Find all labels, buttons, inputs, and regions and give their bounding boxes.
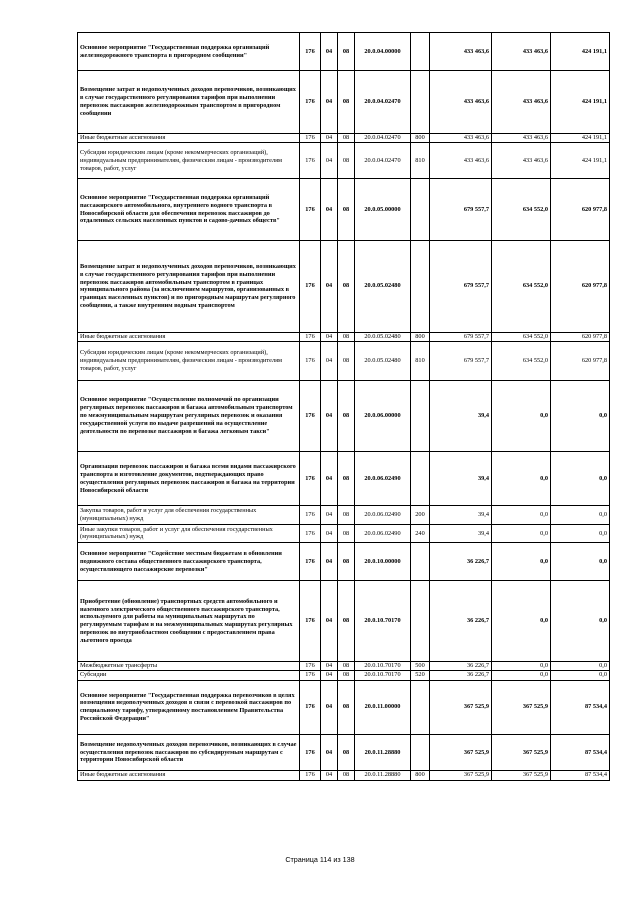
section-code-cell: 04 [321, 452, 338, 506]
item-name-cell: Основное мероприятие "Государственная поддержка организаций пассажирского автомобильного, внутреннего водного транспорта в Новосибирской области для обеспечения перевозок пассажиров до отдаленных сельских населенных пунктов и садово-дачных обществ" [78, 179, 300, 240]
target-article-cell: 20.0.11.00000 [355, 680, 411, 734]
amount-year-2-cell: 634 552,0 [492, 240, 551, 332]
item-name-cell: Основное мероприятие "Осуществление полномочий по организации регулярных перевозок пассажиров и багажа автомобильным транспортом по межмуниципальным маршрутам регулярных перевозок и оказания государственной услуги по выдаче разрешений на осуществление деятельности по перевозке пассажиров и багажа легковым такси" [78, 380, 300, 451]
target-article-cell: 20.0.10.70170 [355, 661, 411, 670]
expense-type-cell [411, 543, 430, 581]
amount-year-1-cell: 367 525,9 [430, 680, 492, 734]
amount-year-3-cell: 620 977,8 [551, 240, 610, 332]
ministry-code-cell: 176 [300, 143, 321, 179]
item-name-cell: Основное мероприятие "Государственная поддержка организаций железнодорожного транспорта в пригородном сообщении" [78, 33, 300, 71]
subsection-code-cell: 08 [338, 333, 355, 342]
amount-year-3-cell: 87 534,4 [551, 771, 610, 780]
amount-year-1-cell: 433 463,6 [430, 143, 492, 179]
amount-year-3-cell: 0,0 [551, 524, 610, 542]
amount-year-3-cell: 424 191,1 [551, 143, 610, 179]
amount-year-3-cell: 0,0 [551, 581, 610, 661]
page-footer: Страница 114 из 138 [285, 855, 355, 864]
item-name-cell: Возмещение затрат и недополученных доходов перевозчиков, возникающих в случае государственного регулирования тарифов при выполнении перевозок пассажиров автомобильным транспортом в границах муниципального района (за исключением маршрутов, организованных в границах населенных пунктов) и по пригородным маршрутам регулярного сообщения, а также внутренним водным транспортом [78, 240, 300, 332]
ministry-code-cell: 176 [300, 71, 321, 133]
subsection-code-cell: 08 [338, 581, 355, 661]
amount-year-1-cell: 39,4 [430, 506, 492, 524]
amount-year-3-cell: 424 191,1 [551, 71, 610, 133]
amount-year-1-cell: 36 226,7 [430, 661, 492, 670]
amount-year-3-cell: 620 977,8 [551, 342, 610, 380]
amount-year-2-cell: 634 552,0 [492, 179, 551, 240]
ministry-code-cell: 176 [300, 333, 321, 342]
section-code-cell: 04 [321, 333, 338, 342]
target-article-cell: 20.0.04.02470 [355, 143, 411, 179]
ministry-code-cell: 176 [300, 380, 321, 451]
section-code-cell: 04 [321, 380, 338, 451]
section-code-cell: 04 [321, 33, 338, 71]
amount-year-1-cell: 433 463,6 [430, 33, 492, 71]
expense-type-cell: 200 [411, 506, 430, 524]
target-article-cell: 20.0.06.02490 [355, 524, 411, 542]
amount-year-3-cell: 620 977,8 [551, 179, 610, 240]
table-row [78, 71, 610, 133]
amount-year-3-cell: 424 191,1 [551, 33, 610, 71]
target-article-cell: 20.0.10.00000 [355, 543, 411, 581]
item-name-cell: Закупка товаров, работ и услуг для обеспечения государственных (муниципальных) нужд [78, 506, 300, 524]
subsection-code-cell: 08 [338, 179, 355, 240]
amount-year-1-cell: 36 226,7 [430, 671, 492, 680]
amount-year-2-cell: 0,0 [492, 506, 551, 524]
target-article-cell: 20.0.05.00000 [355, 179, 411, 240]
section-code-cell: 04 [321, 734, 338, 770]
expense-type-cell [411, 452, 430, 506]
amount-year-2-cell: 433 463,6 [492, 133, 551, 142]
section-code-cell: 04 [321, 581, 338, 661]
amount-year-1-cell: 36 226,7 [430, 543, 492, 581]
subsection-code-cell: 08 [338, 133, 355, 142]
amount-year-1-cell: 433 463,6 [430, 71, 492, 133]
amount-year-3-cell: 0,0 [551, 380, 610, 451]
expense-type-cell [411, 179, 430, 240]
item-name-cell: Основное мероприятие "Содействие местным бюджетам в обновлении подвижного состава общественного пассажирского транспорта, осуществляющего пассажирские перевозки" [78, 543, 300, 581]
amount-year-3-cell: 424 191,1 [551, 133, 610, 142]
subsection-code-cell: 08 [338, 71, 355, 133]
item-name-cell: Субсидии юридическим лицам (кроме некоммерческих организаций), индивидуальным предпринимателям, физическим лицам - производителям товаров, работ, услуг [78, 342, 300, 380]
table-row [78, 671, 610, 680]
subsection-code-cell: 08 [338, 380, 355, 451]
target-article-cell: 20.0.04.02470 [355, 71, 411, 133]
target-article-cell: 20.0.06.02490 [355, 452, 411, 506]
section-code-cell: 04 [321, 543, 338, 581]
subsection-code-cell: 08 [338, 506, 355, 524]
expense-type-cell: 800 [411, 771, 430, 780]
ministry-code-cell: 176 [300, 680, 321, 734]
expense-type-cell: 500 [411, 661, 430, 670]
section-code-cell: 04 [321, 524, 338, 542]
table-row [78, 680, 610, 734]
amount-year-3-cell: 0,0 [551, 543, 610, 581]
section-code-cell: 04 [321, 661, 338, 670]
amount-year-3-cell: 0,0 [551, 506, 610, 524]
amount-year-2-cell: 0,0 [492, 671, 551, 680]
ministry-code-cell: 176 [300, 33, 321, 71]
amount-year-1-cell: 679 557,7 [430, 333, 492, 342]
section-code-cell: 04 [321, 771, 338, 780]
table-row [78, 143, 610, 179]
amount-year-1-cell: 39,4 [430, 452, 492, 506]
amount-year-2-cell: 0,0 [492, 452, 551, 506]
amount-year-2-cell: 433 463,6 [492, 143, 551, 179]
target-article-cell: 20.0.06.02490 [355, 506, 411, 524]
amount-year-3-cell: 87 534,4 [551, 680, 610, 734]
item-name-cell: Возмещение затрат и недополученных доходов перевозчиков, возникающих в случае государственного регулирования тарифов при выполнении перевозок пассажиров железнодорожным транспортом в пригородном сообщении [78, 71, 300, 133]
item-name-cell: Иные бюджетные ассигнования [78, 771, 300, 780]
subsection-code-cell: 08 [338, 33, 355, 71]
table-row [78, 133, 610, 142]
expense-type-cell: 800 [411, 133, 430, 142]
amount-year-3-cell: 87 534,4 [551, 734, 610, 770]
ministry-code-cell: 176 [300, 133, 321, 142]
budget-table [77, 32, 610, 781]
expense-type-cell: 810 [411, 143, 430, 179]
ministry-code-cell: 176 [300, 734, 321, 770]
amount-year-1-cell: 39,4 [430, 524, 492, 542]
ministry-code-cell: 176 [300, 771, 321, 780]
ministry-code-cell: 176 [300, 543, 321, 581]
item-name-cell: Основное мероприятие "Государственная поддержка перевозчиков в целях возмещения недополученных доходов в связи с перевозкой пассажиров по специальному тарифу, утвержденному постановлением Правительства Российской Федерации" [78, 680, 300, 734]
subsection-code-cell: 08 [338, 734, 355, 770]
expense-type-cell [411, 734, 430, 770]
ministry-code-cell: 176 [300, 342, 321, 380]
target-article-cell: 20.0.10.70170 [355, 581, 411, 661]
table-row [78, 342, 610, 380]
expense-type-cell: 240 [411, 524, 430, 542]
target-article-cell: 20.0.11.28880 [355, 771, 411, 780]
ministry-code-cell: 176 [300, 452, 321, 506]
amount-year-2-cell: 367 525,9 [492, 771, 551, 780]
ministry-code-cell: 176 [300, 581, 321, 661]
target-article-cell: 20.0.04.02470 [355, 133, 411, 142]
section-code-cell: 04 [321, 240, 338, 332]
table-row [78, 543, 610, 581]
section-code-cell: 04 [321, 143, 338, 179]
ministry-code-cell: 176 [300, 671, 321, 680]
expense-type-cell [411, 380, 430, 451]
amount-year-2-cell: 433 463,6 [492, 71, 551, 133]
subsection-code-cell: 08 [338, 680, 355, 734]
amount-year-3-cell: 620 977,8 [551, 333, 610, 342]
target-article-cell: 20.0.05.02480 [355, 342, 411, 380]
amount-year-2-cell: 367 525,9 [492, 680, 551, 734]
amount-year-3-cell: 0,0 [551, 661, 610, 670]
expense-type-cell [411, 240, 430, 332]
subsection-code-cell: 08 [338, 671, 355, 680]
table-row [78, 452, 610, 506]
amount-year-3-cell: 0,0 [551, 671, 610, 680]
section-code-cell: 04 [321, 506, 338, 524]
section-code-cell: 04 [321, 71, 338, 133]
target-article-cell: 20.0.06.00000 [355, 380, 411, 451]
amount-year-1-cell: 433 463,6 [430, 133, 492, 142]
expense-type-cell: 520 [411, 671, 430, 680]
subsection-code-cell: 08 [338, 543, 355, 581]
amount-year-1-cell: 679 557,7 [430, 240, 492, 332]
table-row [78, 240, 610, 332]
subsection-code-cell: 08 [338, 661, 355, 670]
table-row [78, 179, 610, 240]
target-article-cell: 20.0.11.28880 [355, 734, 411, 770]
section-code-cell: 04 [321, 133, 338, 142]
amount-year-1-cell: 367 525,9 [430, 734, 492, 770]
expense-type-cell [411, 33, 430, 71]
expense-type-cell [411, 71, 430, 133]
subsection-code-cell: 08 [338, 771, 355, 780]
item-name-cell: Иные бюджетные ассигнования [78, 133, 300, 142]
table-row [78, 581, 610, 661]
item-name-cell: Приобретение (обновление) транспортных средств автомобильного и наземного электрического общественного пассажирского транспорта, используемого для работы на муниципальных маршрутах по регулируемым тарифам и на межмуниципальных маршрутах регулярных перевозок во внутриобластном сообщении с предоставлением права льготного проезда [78, 581, 300, 661]
table-row [78, 771, 610, 780]
table-row [78, 734, 610, 770]
subsection-code-cell: 08 [338, 452, 355, 506]
item-name-cell: Иные бюджетные ассигнования [78, 333, 300, 342]
amount-year-2-cell: 433 463,6 [492, 33, 551, 71]
subsection-code-cell: 08 [338, 240, 355, 332]
table-row [78, 524, 610, 542]
item-name-cell: Субсидии юридическим лицам (кроме некоммерческих организаций), индивидуальным предпринимателям, физическим лицам - производителям товаров, работ, услуг [78, 143, 300, 179]
subsection-code-cell: 08 [338, 524, 355, 542]
amount-year-2-cell: 0,0 [492, 661, 551, 670]
target-article-cell: 20.0.04.00000 [355, 33, 411, 71]
item-name-cell: Возмещение недополученных доходов перевозчиков, возникающих в случае осуществления перевозок пассажиров по субсидируемым маршрутам с территории Новосибирской области [78, 734, 300, 770]
amount-year-2-cell: 634 552,0 [492, 333, 551, 342]
ministry-code-cell: 176 [300, 506, 321, 524]
ministry-code-cell: 176 [300, 179, 321, 240]
expense-type-cell [411, 680, 430, 734]
ministry-code-cell: 176 [300, 661, 321, 670]
item-name-cell: Межбюджетные трансферты [78, 661, 300, 670]
section-code-cell: 04 [321, 342, 338, 380]
amount-year-2-cell: 0,0 [492, 543, 551, 581]
table-row [78, 33, 610, 71]
section-code-cell: 04 [321, 680, 338, 734]
expense-type-cell: 810 [411, 342, 430, 380]
amount-year-1-cell: 367 525,9 [430, 771, 492, 780]
amount-year-1-cell: 679 557,7 [430, 179, 492, 240]
amount-year-2-cell: 0,0 [492, 581, 551, 661]
expense-type-cell: 800 [411, 333, 430, 342]
table-row [78, 506, 610, 524]
amount-year-2-cell: 634 552,0 [492, 342, 551, 380]
table-row [78, 380, 610, 451]
expense-type-cell [411, 581, 430, 661]
item-name-cell: Субсидии [78, 671, 300, 680]
item-name-cell: Иные закупки товаров, работ и услуг для обеспечения государственных (муниципальных) нужд [78, 524, 300, 542]
target-article-cell: 20.0.10.70170 [355, 671, 411, 680]
subsection-code-cell: 08 [338, 143, 355, 179]
item-name-cell: Организация перевозок пассажиров и багажа всеми видами пассажирского транспорта и изготовление документов, подтверждающих право осуществления регулярных перевозок пассажиров и багажа на территории Новосибирской области [78, 452, 300, 506]
section-code-cell: 04 [321, 671, 338, 680]
amount-year-1-cell: 39,4 [430, 380, 492, 451]
ministry-code-cell: 176 [300, 524, 321, 542]
amount-year-3-cell: 0,0 [551, 452, 610, 506]
target-article-cell: 20.0.05.02480 [355, 333, 411, 342]
target-article-cell: 20.0.05.02480 [355, 240, 411, 332]
ministry-code-cell: 176 [300, 240, 321, 332]
table-row [78, 333, 610, 342]
amount-year-1-cell: 36 226,7 [430, 581, 492, 661]
subsection-code-cell: 08 [338, 342, 355, 380]
table-row [78, 661, 610, 670]
amount-year-2-cell: 0,0 [492, 524, 551, 542]
budget-table-body [78, 33, 610, 781]
amount-year-2-cell: 367 525,9 [492, 734, 551, 770]
amount-year-1-cell: 679 557,7 [430, 342, 492, 380]
amount-year-2-cell: 0,0 [492, 380, 551, 451]
section-code-cell: 04 [321, 179, 338, 240]
